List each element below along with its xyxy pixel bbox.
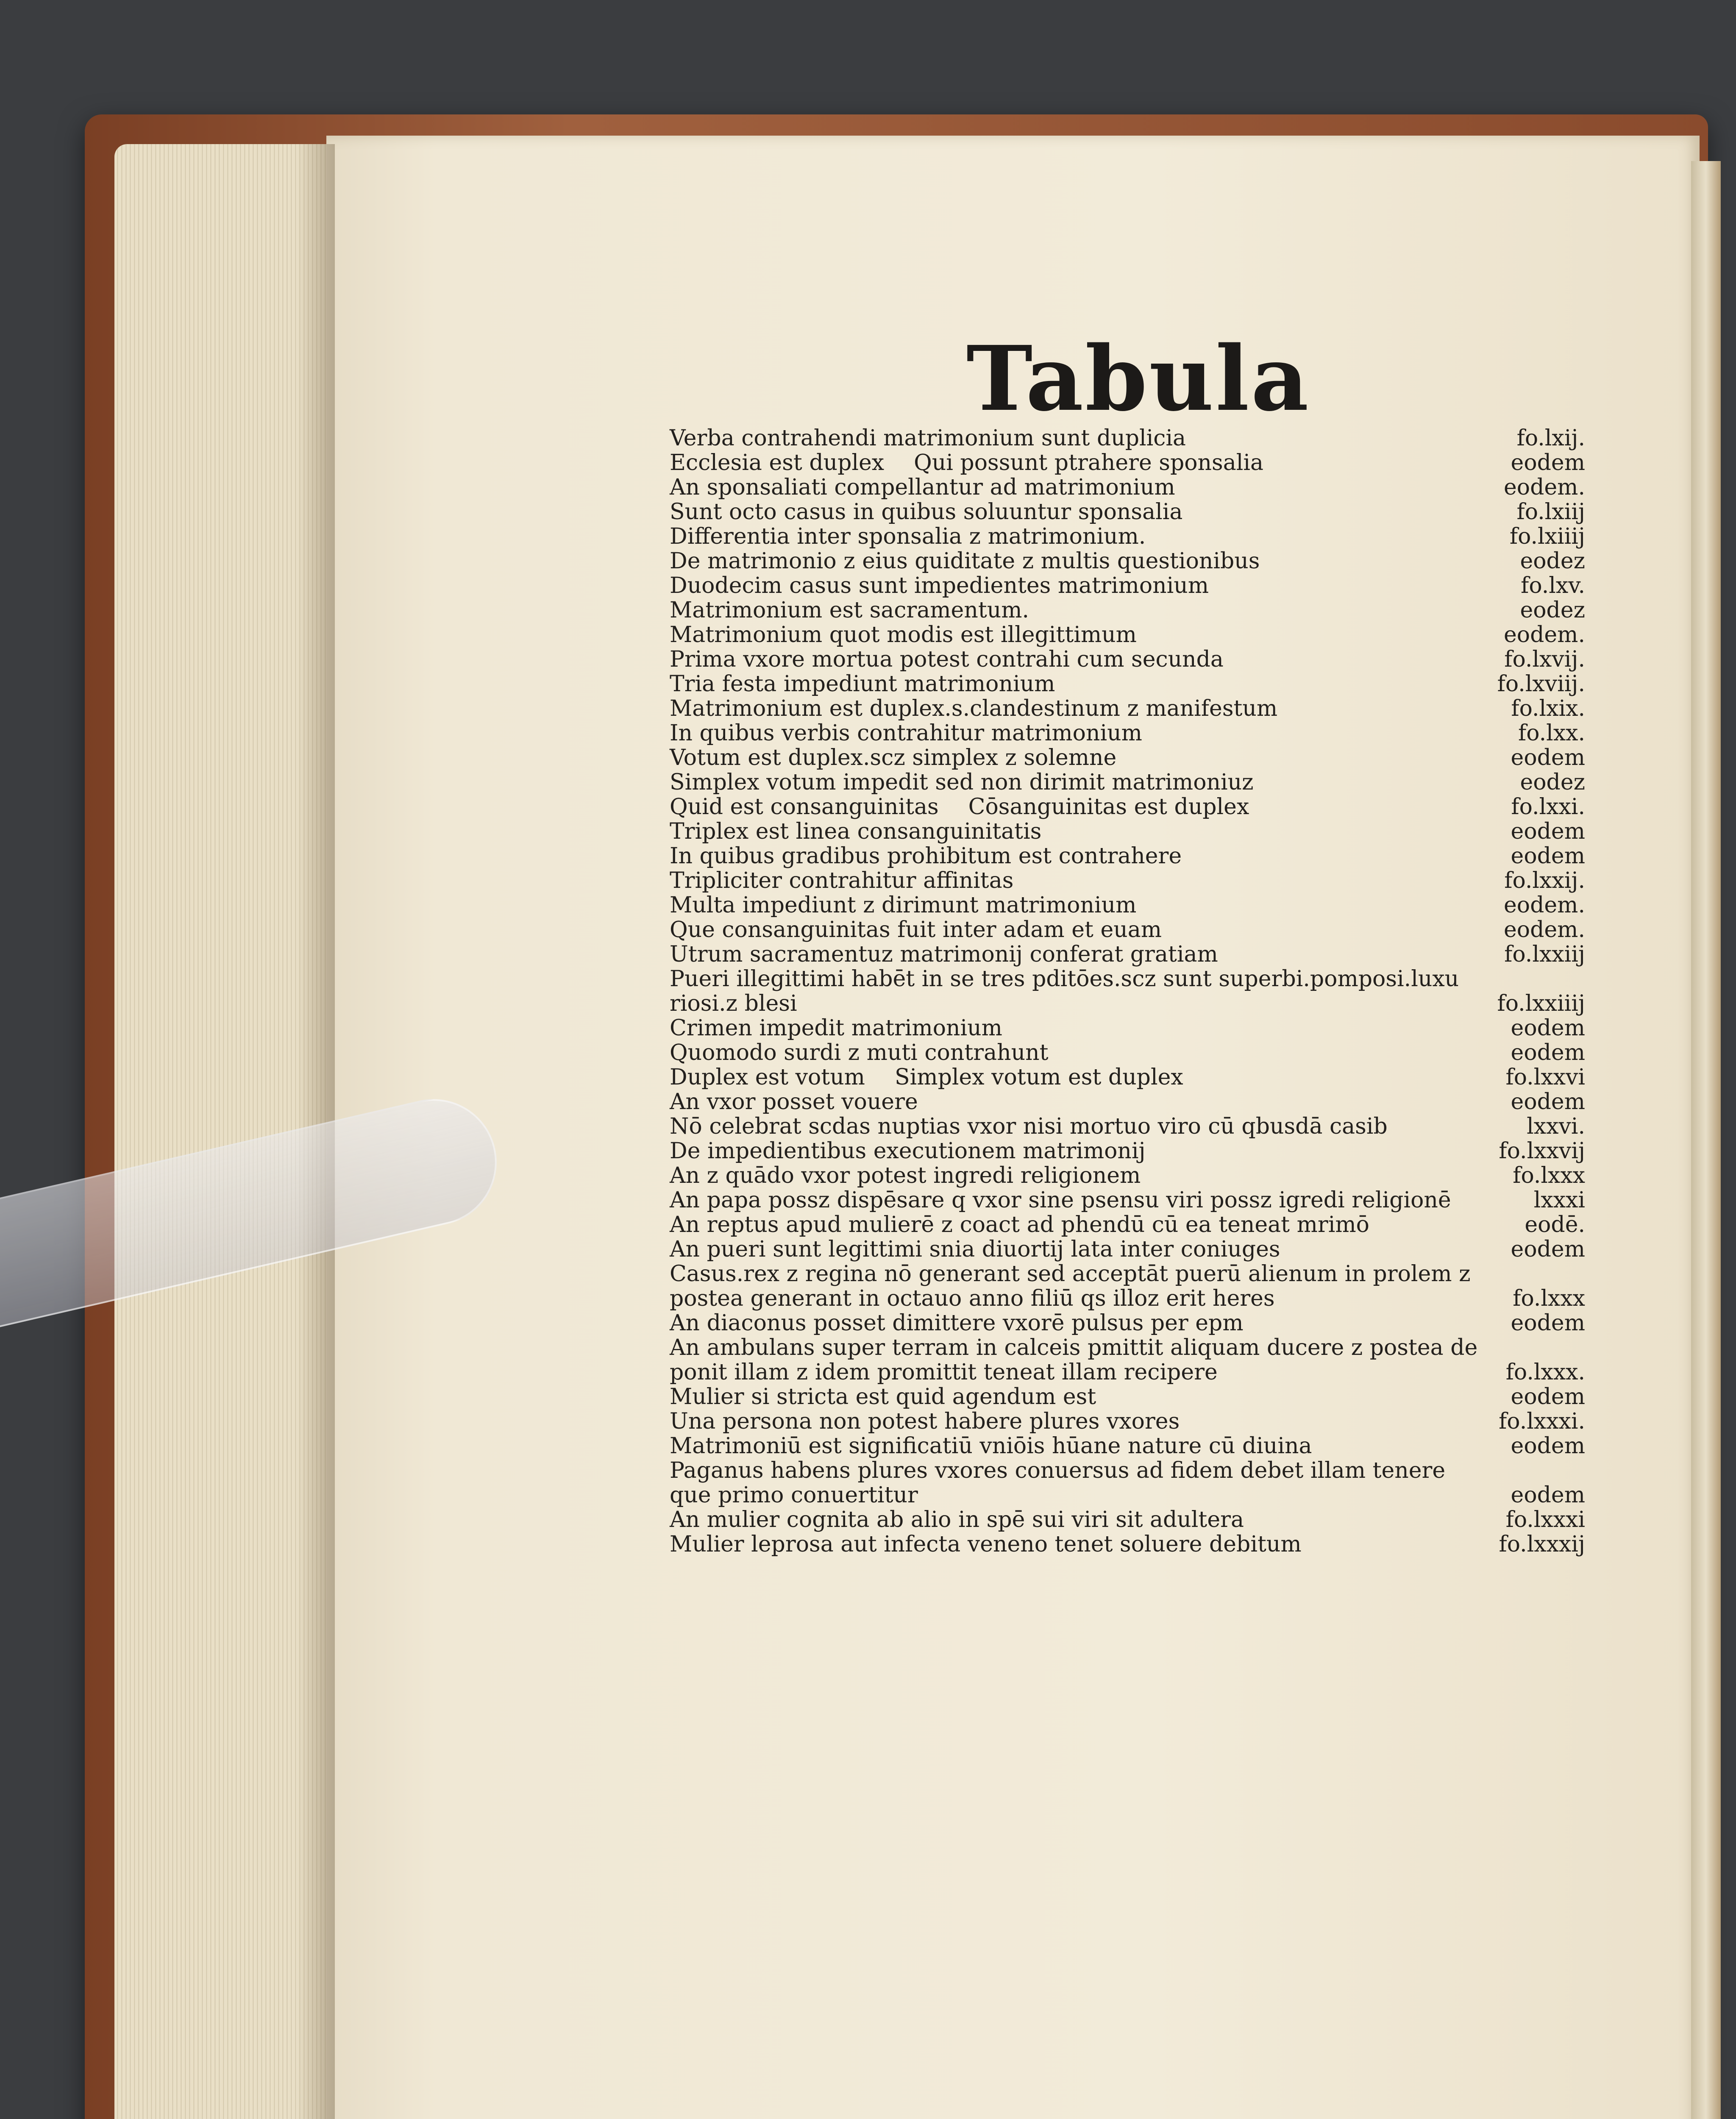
toc-entry-text <box>670 1262 1471 1286</box>
toc-entry-text <box>670 1163 1141 1188</box>
toc-entry-title: Tripliciter contrahitur affinitas <box>670 868 1014 893</box>
toc-entry-text <box>670 770 1254 795</box>
toc-entry-title: De impedientibus executionem matrimonij <box>670 1138 1146 1164</box>
toc-entry-title: que primo conuertitur <box>670 1482 918 1508</box>
toc-entry-title: An mulier cognita ab alio in spē sui viri sit adultera <box>670 1507 1244 1532</box>
toc-entry-folio: eodez <box>1520 598 1585 623</box>
toc-entry-title: Triplex est linea consanguinitatis <box>670 819 1042 844</box>
toc-entry-title: Utrum sacramentuz matrimonij conferat gratiam <box>670 942 1218 967</box>
toc-entry-text <box>670 918 1162 942</box>
toc-entry-folio: fo.lxxvi <box>1505 1065 1585 1090</box>
toc-entry-title: Quid est consanguinitas <box>670 794 939 820</box>
toc-entry-title: Differentia inter sponsalia z matrimonium. <box>670 524 1146 549</box>
toc-entry <box>670 426 1585 450</box>
toc-entry-title: Una persona non potest habere plures vxores <box>670 1409 1180 1434</box>
toc-entry-title: An z quādo vxor potest ingredi religionem <box>670 1163 1141 1188</box>
toc-entry-title: Prima vxore mortua potest contrahi cum secunda <box>670 647 1224 672</box>
toc-entry-folio: fo.lxij. <box>1516 425 1585 451</box>
toc-entry <box>670 647 1585 672</box>
toc-entry-title: Matrimonium est sacramentum. <box>670 598 1029 623</box>
toc-entry-folio: fo.lxxxi <box>1505 1507 1585 1532</box>
toc-entry-folio: eodem <box>1511 1237 1585 1262</box>
toc-entry <box>670 450 1585 475</box>
toc-entry-folio: fo.lxx. <box>1518 720 1585 746</box>
toc-entry-title: An pueri sunt legittimi snia diuortij lata inter coniuges <box>670 1237 1280 1262</box>
toc-entry <box>670 721 1585 745</box>
toc-entry <box>670 770 1585 795</box>
toc-entry <box>670 475 1585 500</box>
toc-entry-text <box>670 1212 1369 1237</box>
toc-entry <box>670 1311 1585 1335</box>
toc-entry <box>670 549 1585 573</box>
toc-entry-title-secondary: Qui possunt ptrahere sponsalia <box>914 450 1263 476</box>
right-page-edge <box>1691 161 1721 2119</box>
toc-entry <box>670 1065 1585 1090</box>
toc-entry-text <box>670 1483 918 1507</box>
toc-entry-folio: lxxvi. <box>1527 1114 1585 1139</box>
toc-entry-text <box>670 524 1146 549</box>
toc-entry-text <box>670 1090 918 1114</box>
toc-entry-folio: eodem <box>1511 1384 1585 1410</box>
toc-entry-text <box>670 1532 1302 1557</box>
toc-entry-text <box>670 893 1136 918</box>
toc-entry-folio: eodez <box>1520 770 1585 795</box>
toc-entry-title: Paganus habens plures vxores conuersus ad fidem debet illam tenere <box>670 1458 1446 1483</box>
toc-entry <box>670 967 1585 991</box>
toc-entry-title: An vxor posset vouere <box>670 1089 918 1115</box>
toc-entry-title: Crimen impedit matrimonium <box>670 1015 1002 1041</box>
toc-entry-title: Mulier leprosa aut infecta veneno tenet soluere debitum <box>670 1532 1302 1557</box>
toc-entry-title: Nō celebrat scdas nuptias vxor nisi mortuo viro cū qbusdā casib <box>670 1114 1388 1139</box>
toc-entry <box>670 1040 1585 1065</box>
toc-entry-title: Multa impediunt z dirimunt matrimonium <box>670 893 1137 918</box>
toc-entry-folio: fo.lxxij. <box>1504 868 1585 893</box>
toc-entry-folio: eodem <box>1511 450 1585 476</box>
toc-entry-text <box>670 598 1029 623</box>
toc-entry-text <box>670 1409 1180 1434</box>
toc-entry-title: Pueri illegittimi habēt in se tres pditōes.scz sunt superbi.pomposi.luxu <box>670 966 1459 992</box>
toc-entry <box>670 1237 1585 1262</box>
toc-entry <box>670 623 1585 647</box>
toc-entry-text <box>670 942 1218 967</box>
toc-entry-text <box>670 573 1209 598</box>
toc-entry-folio: eodez <box>1520 548 1585 574</box>
toc-entry <box>670 598 1585 623</box>
toc-entry-text <box>670 1360 1218 1385</box>
toc-entry <box>670 696 1585 721</box>
toc-entry-folio: eodem. <box>1504 893 1585 918</box>
toc-entry-text <box>670 1507 1244 1532</box>
toc-entry-text <box>670 475 1175 500</box>
toc-entry-folio: fo.lxix. <box>1511 696 1585 721</box>
toc-entry-folio: eodem <box>1511 1040 1585 1065</box>
toc-entry-folio: eodē. <box>1525 1212 1585 1237</box>
toc-entry-text <box>670 1188 1451 1212</box>
toc-entry <box>670 745 1585 770</box>
toc-entry <box>670 1532 1585 1557</box>
toc-entry-folio: eodem <box>1511 819 1585 844</box>
toc-entry <box>670 1335 1585 1360</box>
toc-entry-text <box>670 721 1142 745</box>
toc-entry <box>670 991 1585 1016</box>
toc-entry-text <box>670 1311 1244 1335</box>
toc-entry-folio: fo.lxviij. <box>1497 671 1585 697</box>
toc-entry-text <box>670 1065 1183 1090</box>
toc-entry-title: In quibus verbis contrahitur matrimonium <box>670 720 1142 746</box>
toc-entry-text <box>670 1385 1096 1409</box>
toc-entry <box>670 672 1585 696</box>
toc-entry-text <box>670 967 1459 991</box>
toc-entry-title: An diaconus posset dimittere vxorē pulsus per epm <box>670 1310 1244 1336</box>
toc-entry-folio: fo.lxxiiij <box>1497 991 1585 1016</box>
toc-entry-folio: fo.lxxvij <box>1499 1138 1585 1164</box>
toc-entry-folio: fo.lxxxij <box>1499 1532 1585 1557</box>
toc-entry <box>670 1262 1585 1286</box>
toc-entry-title-secondary: Simplex votum est duplex <box>895 1065 1183 1090</box>
toc-entry-folio: fo.lxv. <box>1521 573 1585 598</box>
toc-entry-title: Casus.rex z regina nō generant sed acceptāt puerū alienum in prolem z <box>670 1261 1471 1287</box>
toc-entry-title: Quomodo surdi z muti contrahunt <box>670 1040 1049 1065</box>
toc-entry-folio: fo.lxxiij <box>1504 942 1585 967</box>
toc-entry <box>670 1360 1585 1385</box>
toc-entry-folio: fo.lxiij <box>1516 499 1585 525</box>
toc-entry <box>670 1385 1585 1409</box>
toc-entry-text <box>670 672 1055 696</box>
toc-entry-folio: eodem. <box>1504 622 1585 648</box>
toc-entry-text <box>670 991 797 1016</box>
toc-entry-title: Verba contrahendi matrimonium sunt duplicia <box>670 425 1186 451</box>
toc-entry <box>670 1286 1585 1311</box>
toc-entry-text <box>670 844 1182 868</box>
toc-entry <box>670 1016 1585 1040</box>
toc-entry-folio: fo.lxxxi. <box>1499 1409 1585 1434</box>
toc-entry-text <box>670 1458 1445 1483</box>
toc-entry-folio: fo.lxxx <box>1513 1286 1585 1311</box>
toc-entry-folio: eodem <box>1511 1310 1585 1336</box>
toc-entry-folio: fo.lxxi. <box>1511 794 1585 820</box>
toc-entry-text <box>670 819 1041 844</box>
toc-entry-text <box>670 549 1260 573</box>
toc-entry-folio: eodem <box>1511 843 1585 869</box>
toc-entry-text <box>670 1237 1280 1262</box>
toc-entry-folio: eodem <box>1511 745 1585 770</box>
toc-entry-title: In quibus gradibus prohibitum est contrahere <box>670 843 1182 869</box>
toc-entry-text <box>670 745 1116 770</box>
table-of-contents <box>670 426 1585 1557</box>
toc-entry-title: An ambulans super terram in calceis pmittit aliquam ducere z postea de <box>670 1335 1478 1360</box>
toc-entry-text <box>670 1335 1477 1360</box>
toc-entry-title: Matrimoniū est significatiū vniōis hūane nature cū diuina <box>670 1433 1312 1459</box>
toc-entry-title: Duodecim casus sunt impedientes matrimonium <box>670 573 1209 598</box>
toc-entry <box>670 524 1585 549</box>
toc-entry-text <box>670 426 1186 450</box>
toc-entry <box>670 1458 1585 1483</box>
toc-entry <box>670 918 1585 942</box>
toc-entry-text <box>670 500 1182 524</box>
toc-entry-title: Ecclesia est duplex <box>670 450 885 476</box>
toc-entry <box>670 844 1585 868</box>
toc-entry <box>670 893 1585 918</box>
toc-entry-title: Mulier si stricta est quid agendum est <box>670 1384 1096 1410</box>
toc-entry-text <box>670 623 1137 647</box>
toc-entry-title: Duplex est votum <box>670 1065 865 1090</box>
toc-entry <box>670 1434 1585 1458</box>
toc-entry-text <box>670 450 1263 475</box>
toc-entry-text <box>670 1040 1048 1065</box>
toc-entry-folio: eodem. <box>1504 917 1585 943</box>
toc-entry-text <box>670 696 1277 721</box>
toc-entry <box>670 819 1585 844</box>
toc-entry-title: ponit illam z idem promittit teneat illam recipere <box>670 1360 1218 1385</box>
toc-entry-text <box>670 1139 1146 1163</box>
toc-entry-title: Simplex votum impedit sed non dirimit matrimoniuz <box>670 770 1254 795</box>
toc-entry-text <box>670 1114 1388 1139</box>
toc-entry-title: Sunt octo casus in quibus soluuntur sponsalia <box>670 499 1183 525</box>
toc-entry-text <box>670 1016 1002 1040</box>
toc-entry-folio: fo.lxvij. <box>1504 647 1585 672</box>
toc-entry <box>670 1114 1585 1139</box>
toc-entry-folio: fo.lxiiij <box>1509 524 1585 549</box>
toc-entry-folio: lxxxi <box>1533 1187 1585 1213</box>
toc-entry-title: Matrimonium quot modis est illegittimum <box>670 622 1137 648</box>
toc-entry <box>670 868 1585 893</box>
toc-entry <box>670 1139 1585 1163</box>
toc-entry-folio: eodem <box>1511 1433 1585 1459</box>
toc-entry <box>670 1409 1585 1434</box>
toc-entry-text <box>670 1434 1312 1458</box>
toc-entry-title: riosi.z blesi <box>670 991 797 1016</box>
toc-entry <box>670 1507 1585 1532</box>
toc-entry <box>670 1212 1585 1237</box>
toc-entry <box>670 1090 1585 1114</box>
toc-entry-folio: eodem <box>1511 1089 1585 1115</box>
toc-entry-title: Matrimonium est duplex.s.clandestinum z manifestum <box>670 696 1278 721</box>
toc-entry-title: An sponsaliati compellantur ad matrimonium <box>670 475 1175 500</box>
toc-entry-title: Tria festa impediunt matrimonium <box>670 671 1055 697</box>
toc-entry-title: De matrimonio z eius quiditate z multis questionibus <box>670 548 1260 574</box>
toc-entry <box>670 573 1585 598</box>
toc-entry <box>670 1483 1585 1507</box>
toc-entry-text <box>670 868 1013 893</box>
toc-entry <box>670 942 1585 967</box>
toc-entry-title: postea generant in octauo anno filiū qs illoz erit heres <box>670 1286 1275 1311</box>
toc-entry <box>670 1163 1585 1188</box>
toc-entry-folio: eodem. <box>1504 475 1585 500</box>
toc-entry <box>670 500 1585 524</box>
page-heading: Tabula <box>966 326 1310 431</box>
toc-entry <box>670 1188 1585 1212</box>
toc-entry-text <box>670 647 1224 672</box>
toc-entry-title: An papa possz dispēsare q vxor sine psensu viri possz igredi religionē <box>670 1187 1451 1213</box>
toc-entry-title-secondary: Cōsanguinitas est duplex <box>968 794 1249 820</box>
toc-entry-folio: eodem <box>1511 1482 1585 1508</box>
toc-entry-folio: fo.lxxx. <box>1505 1360 1585 1385</box>
toc-entry-folio: fo.lxxx <box>1513 1163 1585 1188</box>
toc-entry-title: Que consanguinitas fuit inter adam et euam <box>670 917 1162 943</box>
toc-entry-title: Votum est duplex.scz simplex z solemne <box>670 745 1117 770</box>
toc-entry-text <box>670 795 1249 819</box>
toc-entry <box>670 795 1585 819</box>
toc-entry-text <box>670 1286 1275 1311</box>
toc-entry-title: An reptus apud mulierē z coact ad phendū cū ea teneat mrimō <box>670 1212 1369 1237</box>
toc-entry-folio: eodem <box>1511 1015 1585 1041</box>
